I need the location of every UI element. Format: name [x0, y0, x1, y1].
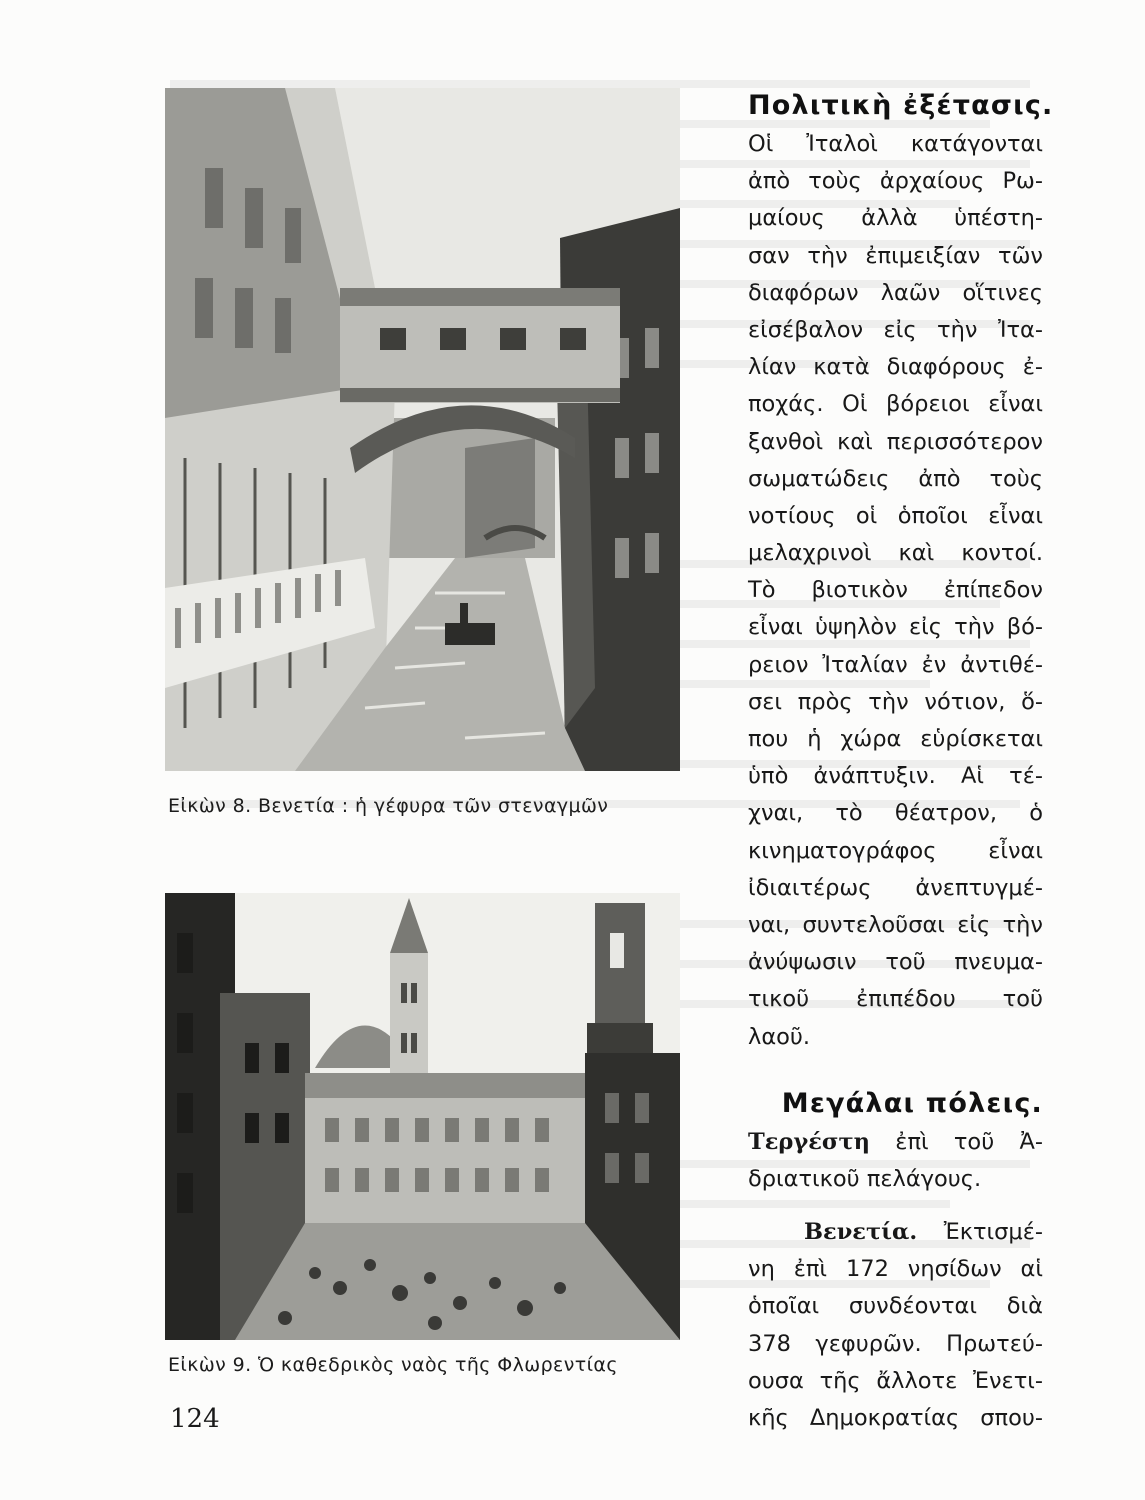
text-line: ἰδιαιτέρως ἀνεπτυγμέ- — [748, 874, 1043, 901]
text-line: 378 γεφυρῶν. Πρωτεύ- — [748, 1330, 1043, 1357]
text-line: ναι, συντελοῦσαι εἰς τὴν — [748, 911, 1043, 938]
text-line: λαοῦ. — [748, 1023, 811, 1050]
text-line: ἀνύψωσιν τοῦ πνευμα- — [748, 949, 1043, 976]
text-line: σαν τὴν ἐπιμειξίαν τῶν — [748, 242, 1043, 269]
text-column — [748, 86, 1054, 1437]
text-line: ρειον Ἰταλίαν ἐν ἀντιθέ- — [748, 651, 1043, 678]
florence-cathedral-photo — [165, 893, 680, 1340]
text-line: ὁποῖαι συνδέονται διὰ — [748, 1293, 1043, 1320]
page-number: 124 — [170, 1404, 220, 1434]
figure-8-caption: Εἰκὼν 8. Βενετία : ἡ γέφυρα τῶν στεναγμῶν — [168, 795, 609, 817]
venice-term: Βενετία. — [804, 1219, 918, 1246]
spacer — [748, 1056, 1043, 1084]
text-line: ποχάς. Οἱ βόρειοι εἶναι — [748, 391, 1043, 418]
spacer — [748, 1198, 1043, 1214]
trieste-term: Τεργέστη — [748, 1128, 871, 1155]
text-line: νοτίους οἱ ὁποῖοι εἶναι — [748, 502, 1043, 529]
text-line: εἰσέβαλον εἰς τὴν Ἰτα- — [748, 316, 1043, 343]
text-line: μελαχρινοὶ καὶ κοντοί. — [748, 540, 1043, 567]
text-line: διαφόρων λαῶν οἵτινες — [748, 279, 1043, 306]
text-line: ἀπὸ τοὺς ἀρχαίους Ρω- — [748, 168, 1043, 195]
text-line: μαίους ἀλλὰ ὑπέστη- — [748, 205, 1043, 232]
venice-line-1 — [748, 1214, 1043, 1251]
text-line: νη ἐπὶ 172 νησίδων αἱ — [748, 1256, 1043, 1283]
figure-9-caption: Εἰκὼν 9. Ὁ καθεδρικὸς ναὸς τῆς Φλωρεντίας — [168, 1354, 618, 1376]
text-line: τικοῦ ἐπιπέδου τοῦ — [748, 986, 1043, 1013]
text-line: κῆς Δημοκρατίας σπου- — [748, 1405, 1043, 1431]
text-line: ουσα τῆς ἄλλοτε Ἐνετι- — [748, 1367, 1043, 1394]
text-line: ξανθοὶ καὶ περισσότερον — [748, 428, 1043, 455]
text-line: Τὸ βιοτικὸν ἐπίπεδον — [748, 577, 1043, 604]
text-line: σωματώδεις ἀπὸ τοὺς — [748, 465, 1043, 492]
text-line: που ἡ χώρα εὑρίσκεται — [748, 726, 1043, 752]
heading-political-review: Πολιτικὴ ἐξέτασις. — [748, 90, 1054, 121]
text-line: λίαν κατὰ διαφόρους ἐ- — [748, 354, 1043, 381]
figure-bridge-of-sighs — [165, 88, 680, 771]
text-line: χναι, τὸ θέατρον, ὁ — [748, 800, 1043, 827]
text-line: ὑπὸ ἀνάπτυξιν. Αἱ τέ- — [748, 763, 1043, 790]
text-line: κινηματογράφος εἶναι — [748, 837, 1043, 864]
bridge-of-sighs-photo — [165, 88, 680, 771]
text-line: σει πρὸς τὴν νότιον, ὅ- — [748, 688, 1043, 715]
trieste-line-1-rest: ἐπὶ τοῦ Ἀ- — [870, 1128, 1043, 1155]
heading-major-cities: Μεγάλαι πόλεις. — [781, 1087, 1043, 1119]
trieste-line-1 — [748, 1124, 1043, 1161]
text-line: Οἱ Ἰταλοὶ κατάγονται — [748, 131, 1043, 157]
venice-line-1-rest: Ἐκτισμέ- — [917, 1219, 1043, 1246]
trieste-line-2: δριατικοῦ πελάγους. — [748, 1165, 982, 1192]
figure-florence-cathedral — [165, 893, 680, 1340]
text-line: εἶναι ὑψηλὸν εἰς τὴν βό- — [748, 614, 1043, 641]
